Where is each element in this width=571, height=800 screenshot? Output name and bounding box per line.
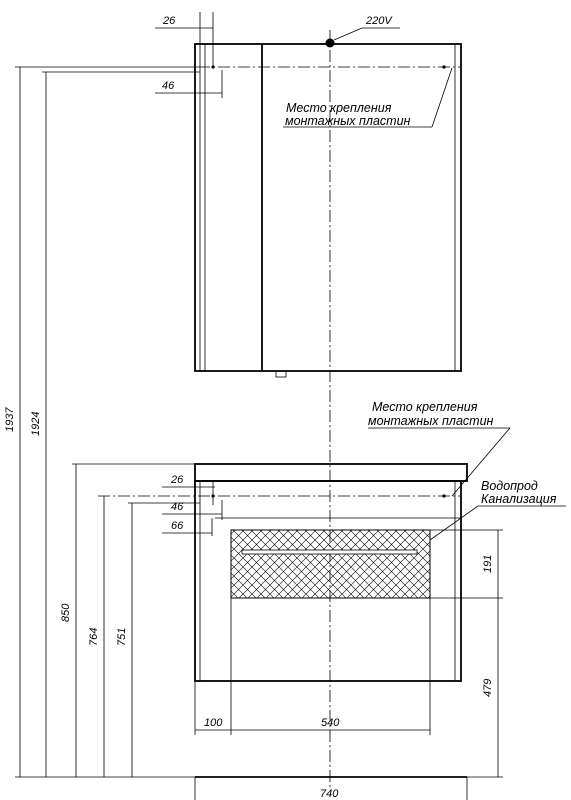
mirror-top-height-dim: 1937 xyxy=(4,407,16,432)
mirror-mount-note-line2: монтажных пластин xyxy=(285,114,411,128)
mirror-cabinet-outline xyxy=(195,44,461,371)
vanity-mount-height-dim: 764 xyxy=(88,627,100,646)
power-outlet-icon xyxy=(326,39,335,48)
mirror-cabinet xyxy=(155,12,461,377)
utility-zone-left-dim: 100 xyxy=(204,717,223,729)
utility-zone xyxy=(231,530,430,598)
height-dimensions xyxy=(4,67,200,777)
vanity-edge-offset-dim: 66 xyxy=(171,520,184,532)
mirror-hole-offset-dim: 46 xyxy=(162,80,175,92)
vanity-top-offset-dim: 26 xyxy=(171,474,184,486)
utilities-note-line1: Водопрод xyxy=(481,479,538,493)
utility-zone-height-dim: 191 xyxy=(482,554,494,573)
utilities-note-line2: Канализация xyxy=(481,492,557,506)
vanity-hole-offset-dim: 46 xyxy=(171,501,184,513)
vanity-mount-note-line1: Место крепления xyxy=(372,400,478,414)
mirror-mount-note-line1: Место крепления xyxy=(286,101,392,115)
mirror-mount-height-dim: 1924 xyxy=(30,411,42,436)
vanity-drawer-handle xyxy=(242,550,417,554)
vanity-unit xyxy=(98,400,566,800)
vanity-mount-note-line2: монтажных пластин xyxy=(368,414,494,428)
utility-zone-elevation-dim: 479 xyxy=(482,678,494,697)
utility-zone-width-dim: 540 xyxy=(321,717,340,729)
vanity-mount-lower-height-dim: 751 xyxy=(116,627,128,646)
power-label: 220V xyxy=(366,15,392,27)
vanity-countertop xyxy=(195,464,467,481)
overall-width-dim: 740 xyxy=(320,788,339,800)
vanity-top-height-dim: 850 xyxy=(60,603,72,622)
mirror-top-offset-dim: 26 xyxy=(163,15,176,27)
